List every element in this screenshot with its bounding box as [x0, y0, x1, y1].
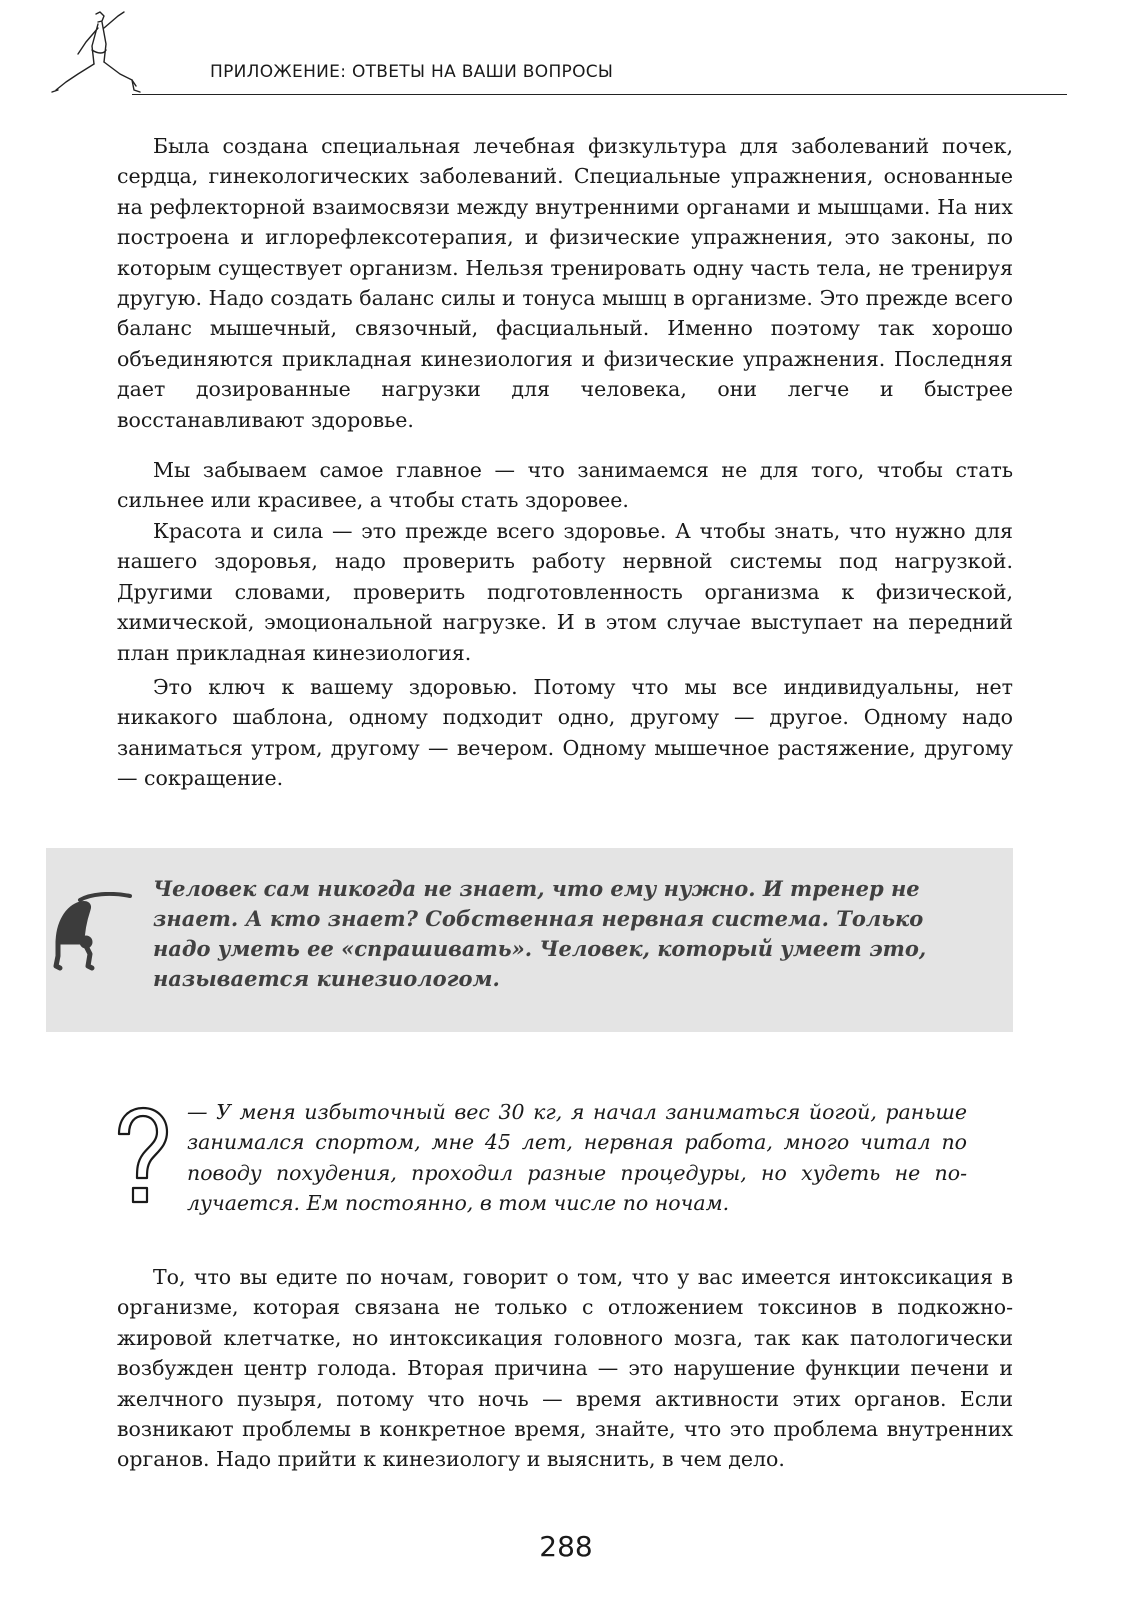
header-divider — [132, 94, 1067, 95]
body-paragraph-3: Красота и сила — это прежде всего здоровье. А чтобы знать, что нужно для нашего здоровья, надо проверить работу нервной системы под нагрузкой. Другими словами, проверить подготовленность организма к физической, химической, эмоциональной нагрузке. И в этом случае выступает на передний план прикладная кинезиология. — [117, 519, 1013, 665]
page-header — [40, 10, 1030, 96]
gymnast-line-drawing-icon — [48, 10, 168, 96]
reader-question-text: — У меня избыточный вес 30 кг, я начал заниматься йогой, раньше занимался спортом, мне 45 лет, нервная работа, много читал по поводу похудения, проходил разные процедуры, но худеть не получается. Ем постоянно, в том числе по ночам. — [187, 1100, 967, 1216]
body-paragraph-4: Это ключ к вашему здоровью. Потому что мы все индивидуальны, нет никакого шаблона, одному подходит одно, другому — другое. Одному надо заниматься утром, другому — вечером. Одному мышечное растяжение, другому — сокращение. — [117, 675, 1013, 791]
running-header-title: ПРИЛОЖЕНИЕ: ОТВЕТЫ НА ВАШИ ВОПРОСЫ — [210, 62, 614, 82]
backbend-gymnast-silhouette-icon — [50, 892, 132, 972]
pull-quote-text: Человек сам никогда не знает, что ему нужно. И тренер не знает. А кто знает? Собственная нервная система. Только надо уметь ее «спрашивать». Человек, который умеет это, называется кинезиологом. — [153, 876, 927, 991]
answer-paragraph: То, что вы едите по ночам, говорит о том, что у вас имеется интоксикация в организме, которая связана не только с отложением токсинов в подкожно-жировой клетчатке, но интоксикация головного мозга, так как патологически возбужден центр голода. Вторая причина — это нарушение функции печени и желчного пузыря, потому что ночь — время активности этих органов. Если возникают проблемы в конкретное время, знайте, что это проблема внутренних органов. Надо прийти к кинезиологу и выяснить, в чем дело. — [117, 1265, 1013, 1472]
page-number: 288 — [539, 1530, 593, 1563]
body-paragraph-1: Была создана специальная лечебная физкультура для заболеваний почек, сердца, гинекологических заболеваний. Специальные упражнения, основанные на рефлекторной взаимосвязи между внутренними органами и мышцами. На них построена и иглорефлексотерапия, и физические упражнения, это законы, по которым существует организм. Нельзя тренировать одну часть тела, не тренируя другую. Надо создать баланс силы и тонуса мышц в организме. Это прежде всего баланс мышечный, связочный, фасциальный. Именно поэтому так хорошо объединяются прикладная кинезиология и физические упражнения. Последняя дает дозированные нагрузки для человека, они легче и быстрее восстанавливают здоровье. — [117, 134, 1013, 432]
question-mark-icon — [113, 1104, 173, 1208]
body-paragraph-2: Мы забываем самое главное — что занимаемся не для того, чтобы стать сильнее или красивее, а чтобы стать здоровее. — [117, 458, 1013, 513]
pull-quote-box — [46, 848, 1013, 1032]
